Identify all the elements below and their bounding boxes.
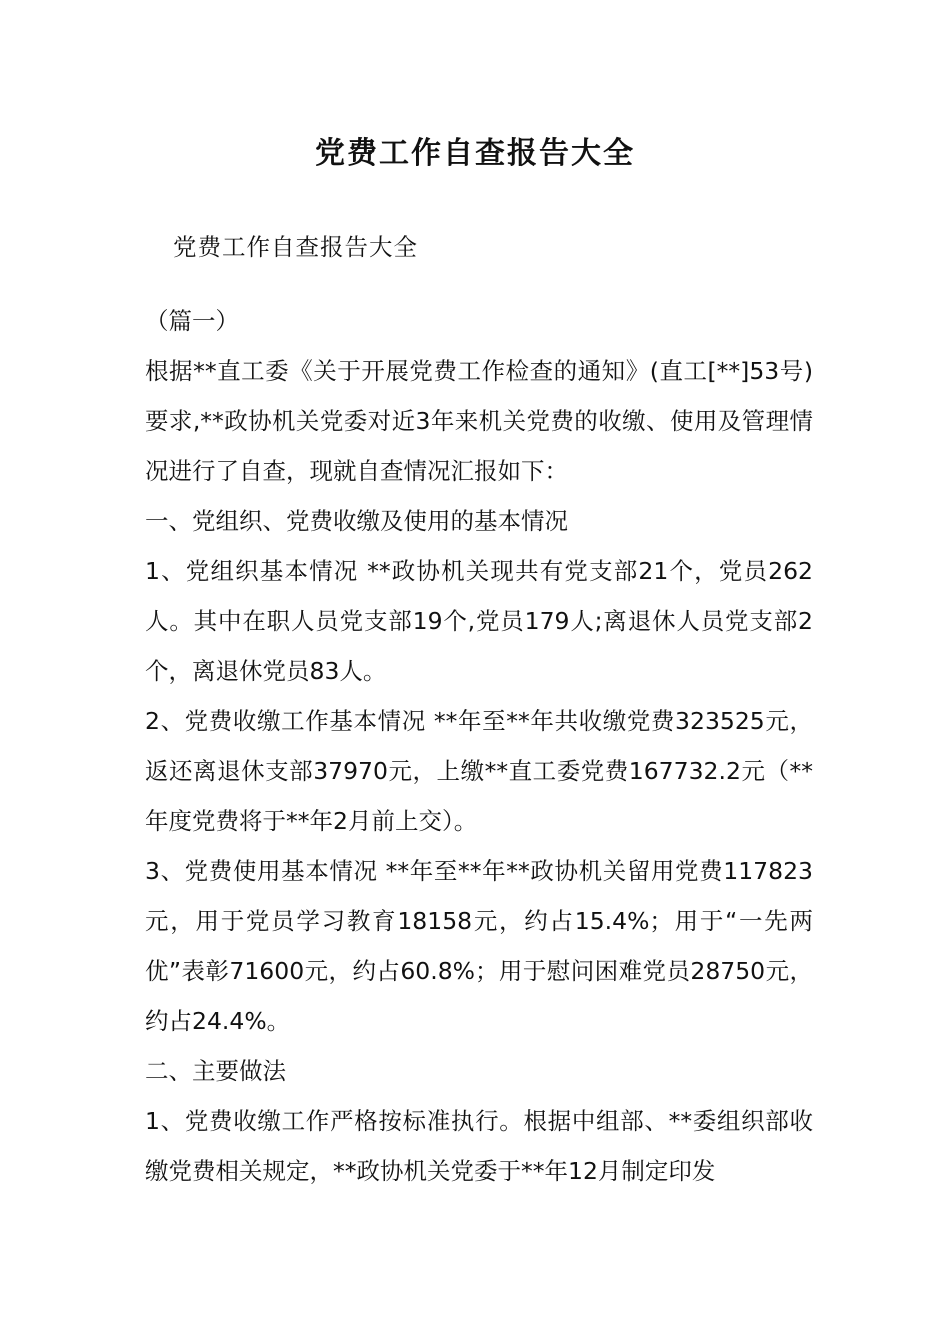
part-label: （篇一） (145, 307, 239, 335)
paragraph-practice-1: 1、党费收缴工作严格按标准执行。根据中组部、**委组织部收缴党费相关规定，**政协机关党委于**年12月制定印发 (145, 1107, 813, 1185)
paragraph-fee-collection: 2、党费收缴工作基本情况 **年至**年共收缴党费323525元，返还离退休支部37970元，上缴**直工委党费167732.2元（**年度党费将于**年2月前上交）。 (145, 707, 813, 835)
paragraph-org-status: 1、党组织基本情况 **政协机关现共有党支部21个，党员262人。其中在职人员党支部19个,党员179人;离退休人员党支部2个，离退休党员83人。 (145, 557, 813, 685)
section-heading-2: 二、主要做法 (145, 1057, 286, 1085)
document-title: 党费工作自查报告大全 (315, 136, 635, 171)
paragraph-intro: 根据**直工委《关于开展党费工作检查的通知》(直工[**]53号)要求,**政协机关党委对近3年来机关党费的收缴、使用及管理情况进行了自查，现就自查情况汇报如下： (145, 357, 813, 485)
section-heading-1: 一、党组织、党费收缴及使用的基本情况 (145, 507, 568, 535)
document-subtitle: 党费工作自查报告大全 (173, 233, 418, 261)
document-body (145, 222, 813, 1196)
paragraph-fee-usage: 3、党费使用基本情况 **年至**年**政协机关留用党费117823元，用于党员学习教育18158元，约占15.4%；用于“一先两优”表彰71600元，约占60.8%；用于慰问困难党员28750元，约占24.4%。 (145, 857, 813, 1035)
